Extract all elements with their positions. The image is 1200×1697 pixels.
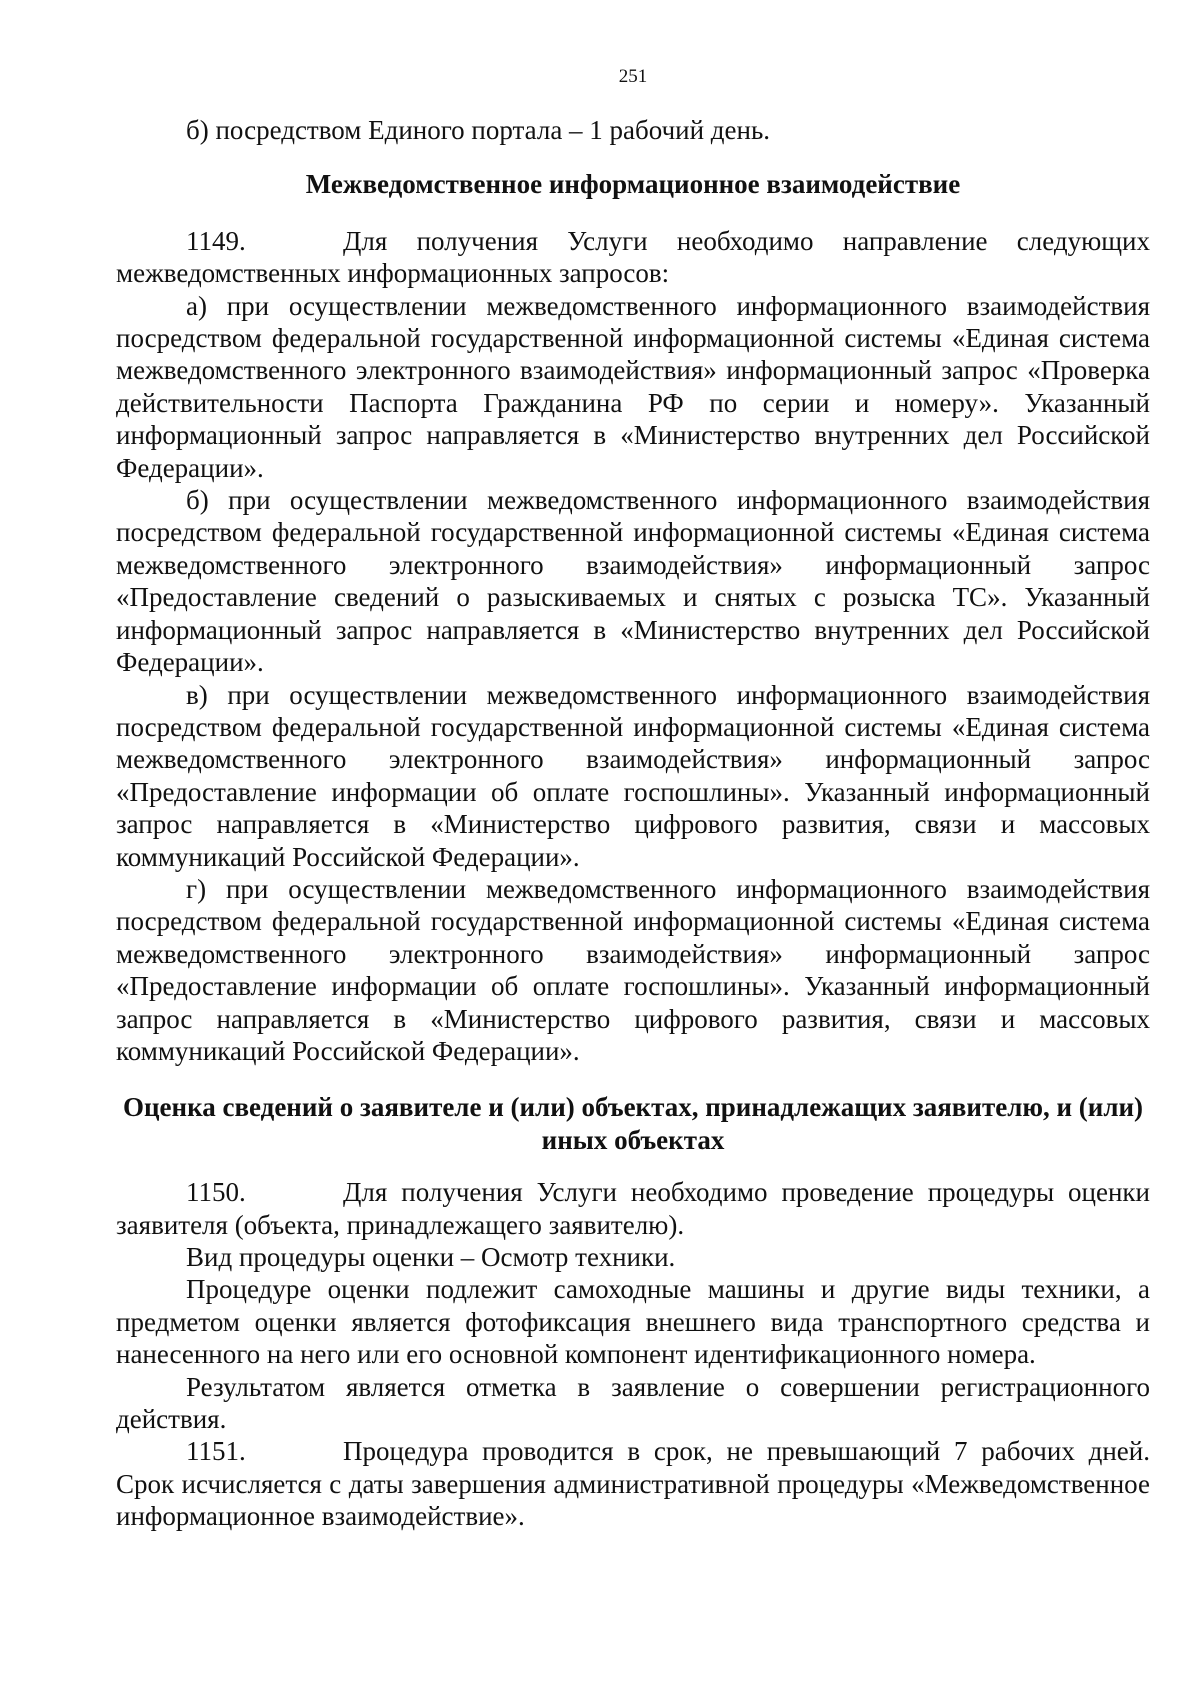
list-item-b: б) при осуществлении межведомственного информационного взаимодействия посредством федеральной государственной информационной системы «Единая система межведомственного электронного взаимодействия» информационный запрос «Предоставление сведений о разыскиваемых и снятых с розыска ТС». Указанный информационный запрос направляется в «Министерство внутренних дел Российской Федерации». (116, 485, 1150, 678)
list-item-v: в) при осуществлении межведомственного информационного взаимодействия посредством федеральной государственной информационной системы «Единая система межведомственного электронного взаимодействия» информационный запрос «Предоставление информации об оплате госпошлины». Указанный информационный запрос направляется в «Министерство цифрового развития, связи и массовых коммуникаций Российской Федерации». (116, 679, 1150, 872)
paragraph-1151 (116, 1435, 1150, 1532)
paragraph-text-1151: Процедура проводится в срок, не превышающий 7 рабочих дней. Срок исчисляется с даты завершения административной процедуры «Межведомственное информационное взаимодействие». (116, 1436, 1150, 1532)
list-item-a: а) при осуществлении межведомственного информационного взаимодействия посредством федеральной государственной информационной системы «Единая система межведомственного электронного взаимодействия» информационный запрос «Проверка действительности Паспорта Гражданина РФ по серии и номеру». Указанный информационный запрос направляется в «Министерство внутренних дел Российской Федерации». (116, 290, 1150, 483)
paragraph-text-1149: Для получения Услуги необходимо направление следующих межведомственных информационных запросов: (116, 225, 1150, 289)
page-number: 251 (618, 66, 648, 87)
document-body (116, 114, 1150, 1533)
section-heading-interagency: Межведомственное информационное взаимодействие (305, 169, 961, 200)
paragraph-1149 (116, 225, 1150, 290)
paragraph-text-1150: Для получения Услуги необходимо проведение процедуры оценки заявителя (объекта, принадлежащего заявителю). (116, 1177, 1150, 1240)
paragraph-1150 (116, 1176, 1150, 1241)
section-heading-assessment: Оценка сведений о заявителе и (или) объектах, принадлежащих заявителю, и (или) иных объектах (122, 1092, 1144, 1155)
paragraph-number-1149: 1149. (186, 225, 246, 256)
procedure-result: Результатом является отметка в заявление о совершении регистрационного действия. (116, 1371, 1150, 1435)
paragraph-number-1151: 1151. (186, 1436, 246, 1467)
procedure-type: Вид процедуры оценки – Осмотр техники. (186, 1242, 676, 1272)
paragraph-number-1150: 1150. (186, 1177, 246, 1208)
intro-line: б) посредством Единого портала – 1 рабочий день. (186, 115, 771, 145)
procedure-subject: Процедуре оценки подлежит самоходные машины и другие виды техники, а предметом оценки является фотофиксация внешнего вида транспортного средства и нанесенного на него или его основной компонент идентификационного номера. (116, 1274, 1150, 1370)
list-item-g: г) при осуществлении межведомственного информационного взаимодействия посредством федеральной государственной информационной системы «Единая система межведомственного электронного взаимодействия» информационный запрос «Предоставление информации об оплате госпошлины». Указанный информационный запрос направляется в «Министерство цифрового развития, связи и массовых коммуникаций Российской Федерации». (116, 873, 1150, 1066)
